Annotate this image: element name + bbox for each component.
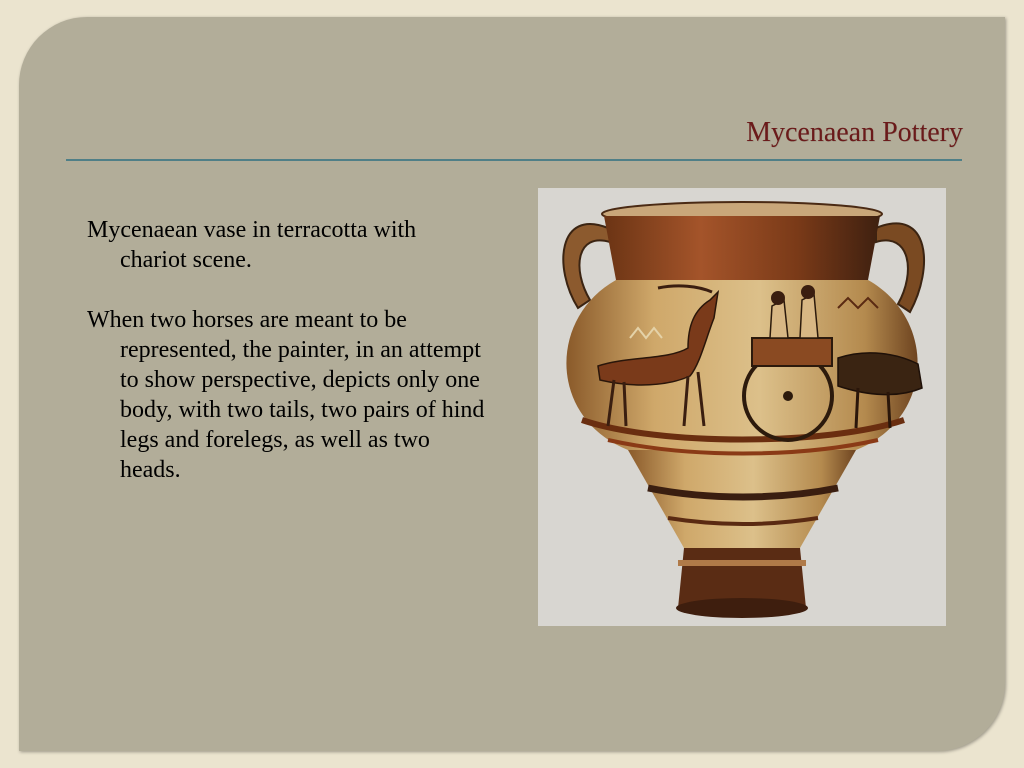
vase-neck (604, 216, 880, 280)
vase-illustration (538, 188, 946, 626)
vase-image (538, 188, 946, 626)
body-text (87, 215, 487, 515)
title-divider (66, 159, 962, 161)
slide-title: Mycenaean Pottery (746, 117, 963, 148)
paragraph-description: When two horses are meant to be represented, the painter, in an attempt to show perspective, depicts only one body, with two tails, two pairs of hind legs and forelegs, as well as two heads. (87, 307, 485, 483)
paragraph-caption: Mycenaean vase in terracotta with chariot scene. (87, 217, 417, 273)
